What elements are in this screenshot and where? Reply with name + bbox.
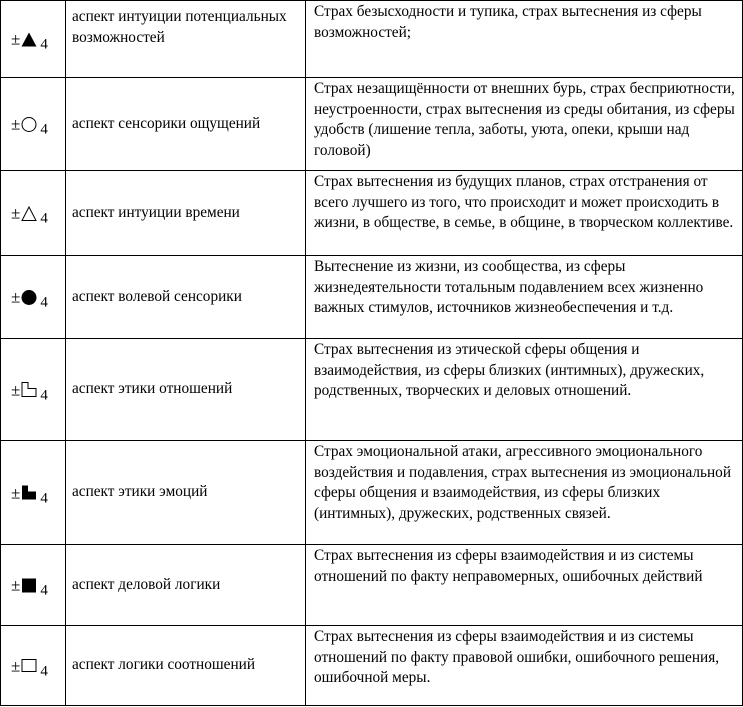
- description-cell: Страх эмоциональной атаки, агрессивного эмоционального воздействия и подавления, страх вытеснения из эмоциональной сферы общения и взаимодействия, из сферы близких (интимных), дружеских, родственных связей.: [306, 441, 743, 545]
- description-cell: Страх незащищённости от внешних бурь, страх бесприютности, неустроенности, страх вытеснения из среды обитания, из сферы удобств (лишение тепла, заботы, уюта, опеки, крыши над головой): [306, 78, 743, 171]
- aspect-cell: аспект логики соотношений: [66, 626, 306, 706]
- outline-circle-icon: [21, 116, 37, 132]
- dimension-number: 4: [40, 582, 48, 599]
- plus-minus-sign: ±: [11, 483, 21, 502]
- symbol-cell: [1, 339, 66, 441]
- description-cell: Страх вытеснения из сферы взаимодействия и из системы отношений по факту неправомерных, ошибочных действий: [306, 545, 743, 626]
- aspect-cell: аспект интуиции времени: [66, 171, 306, 256]
- description-cell: Страх вытеснения из будущих планов, страх отстранения от всего лучшего из того, что происходит и может происходить в жизни, в обществе, в семье, в общине, в творческом коллективе.: [306, 171, 743, 256]
- plus-minus-sign: ±: [11, 29, 21, 49]
- symbol-cell: [1, 171, 66, 256]
- description-cell: Страх безысходности и тупика, страх вытеснения из сферы возможностей;: [306, 1, 743, 78]
- aspect-cell: аспект сенсорики ощущений: [66, 78, 306, 171]
- dimension-number: 4: [40, 121, 48, 138]
- plus-minus-sign: ±: [11, 203, 21, 223]
- dimension-number: 4: [40, 36, 48, 53]
- filled-step-shape-icon: [21, 485, 37, 501]
- plus-minus-sign: ±: [11, 380, 21, 399]
- aspect-cell: аспект этики отношений: [66, 339, 306, 441]
- table-row: [1, 441, 743, 545]
- plus-minus-sign: ±: [11, 287, 21, 307]
- table-row: [1, 171, 743, 256]
- aspect-cell: аспект деловой логики: [66, 545, 306, 626]
- symbol-cell: [1, 626, 66, 706]
- dimension-number: 4: [40, 294, 48, 311]
- description-cell: Страх вытеснения из сферы взаимодействия и из системы отношений по факту правовой ошибки, ошибочного решения, ошибочной меры.: [306, 626, 743, 706]
- table-row: [1, 1, 743, 78]
- aspect-cell: аспект интуиции потенциальных возможностей: [66, 1, 306, 78]
- table-row: [1, 256, 743, 339]
- aspect-cell: аспект этики эмоций: [66, 441, 306, 545]
- table-row: [1, 545, 743, 626]
- symbol-cell: [1, 1, 66, 78]
- table-row: [1, 78, 743, 171]
- symbol-cell: [1, 545, 66, 626]
- filled-square-icon: [21, 577, 37, 593]
- filled-triangle-icon: [21, 31, 37, 47]
- outline-step-shape-icon: [21, 382, 37, 398]
- table-row: [1, 626, 743, 706]
- description-cell: Страх вытеснения из этической сферы общения и взаимодействия, из сферы близких (интимных), дружеских, родственных, творческих и деловых отношений.: [306, 339, 743, 441]
- dimension-number: 4: [40, 387, 48, 403]
- description-cell: Вытеснение из жизни, из сообщества, из сферы жизнедеятельности тотальным подавлением всех жизненно важных стимулов, источников жизнеобеспечения и т.д.: [306, 256, 743, 339]
- filled-circle-icon: [21, 289, 37, 305]
- symbol-cell: [1, 78, 66, 171]
- aspect-cell: аспект волевой сенсорики: [66, 256, 306, 339]
- table-row: [1, 339, 743, 441]
- outline-square-icon: [21, 658, 37, 674]
- symbol-cell: [1, 441, 66, 545]
- plus-minus-sign: ±: [11, 114, 21, 134]
- dimension-number: 4: [40, 490, 48, 506]
- symbol-cell: [1, 256, 66, 339]
- plus-minus-sign: ±: [11, 575, 21, 595]
- plus-minus-sign: ±: [11, 656, 21, 675]
- dimension-number: 4: [40, 210, 48, 227]
- outline-triangle-icon: [21, 205, 37, 221]
- dimension-number: 4: [40, 663, 48, 679]
